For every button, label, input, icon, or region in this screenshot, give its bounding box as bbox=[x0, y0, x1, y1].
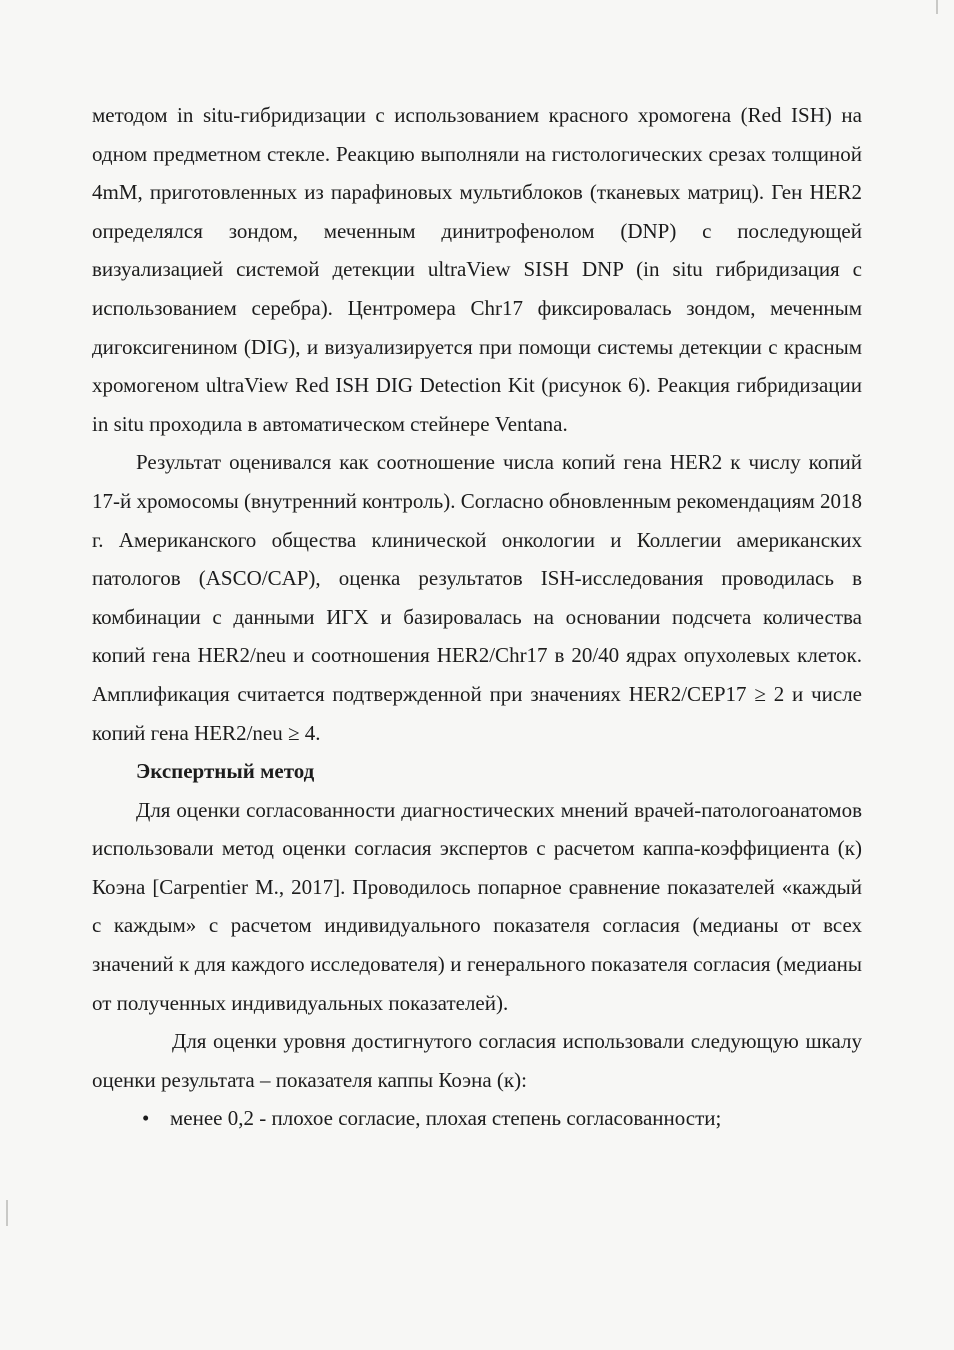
document-body bbox=[92, 96, 862, 1138]
list-item bbox=[92, 1099, 862, 1138]
paragraph-expert-agreement: Для оценки согласованности диагностических мнений врачей-патологоанатомов использовали метод оценки согласия экспертов с расчетом каппа-коэффициента (к) Коэна [Carpentier M., 2017]. Проводилось попарное сравнение показателей «каждый с каждым» с расчетом индивидуального показателя согласия (медианы от всех значений к для каждого исследователя) и генерального показателя согласия (медианы от полученных индивидуальных показателей). bbox=[92, 797, 862, 1015]
scan-edge-mark-left bbox=[6, 1200, 8, 1226]
list-item-text: менее 0,2 - плохое согласие, плохая степень согласованности; bbox=[170, 1106, 722, 1131]
section-heading-expert-method: Экспертный метод bbox=[136, 759, 315, 784]
paragraph-result-evaluation: Результат оценивался как соотношение числа копий гена HER2 к числу копий 17-й хромосомы (внутренний контроль). Согласно обновленным рекомендациям 2018 г. Американского общества клинической онкологии и Коллегии американских патологов (ASCO/CAP), оценка результатов ISH-исследования проводилась в комбинации с данными ИГХ и базировалась на основании подсчета количества копий гена HER2/neu и соотношения HER2/Chr17 в 20/40 ядрах опухолевых клеток. Амплификация считается подтвержденной при значениях HER2/CEP17 ≥ 2 и числе копий гена HER2/neu ≥ 4. bbox=[92, 450, 862, 745]
paragraph-kappa-scale: Для оценки уровня достигнутого согласия использовали следующую шкалу оценки результата – показателя каппы Коэна (к): bbox=[92, 1029, 862, 1092]
bullet-icon: • bbox=[142, 1106, 150, 1131]
kappa-scale-list bbox=[92, 1099, 862, 1138]
paragraph-red-ish-method: методом in situ-гибридизации с использованием красного хромогена (Red ISH) на одном предметном стекле. Реакцию выполняли на гистологических срезах толщиной 4mM, приготовленных из парафиновых мультиблоков (тканевых матриц). Ген HER2 определялся зондом, меченным динитрофенолом (DNP) с последующей визуализацией системой детекции ultraView SISH DNP (in situ гибридизация с использованием серебра). Центромера Chr17 фиксировалась зондом, меченным дигоксигенином (DIG), и визуализируется при помощи системы детекции с красным хромогеном ultraView Red ISH DIG Detection Kit (рисунок 6). Реакция гибридизации in situ проходила в автоматическом стейнере Ventana. bbox=[92, 103, 862, 436]
scan-edge-mark-top-right bbox=[936, 0, 938, 14]
